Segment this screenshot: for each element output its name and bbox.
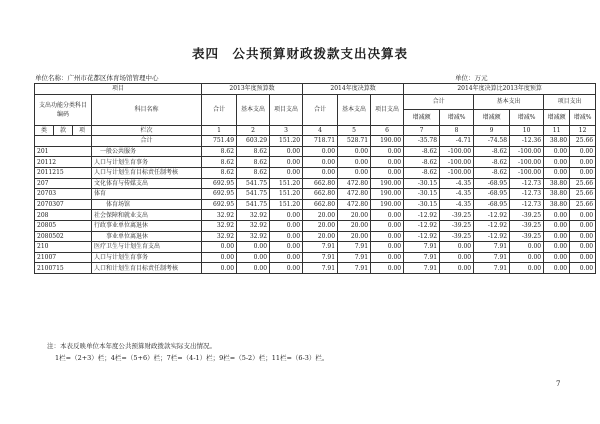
cell: 20.00	[338, 220, 371, 231]
header-final-2014: 2014年度决算数	[303, 84, 404, 95]
cell: 0.00	[544, 157, 570, 168]
row-code: 2011215	[35, 167, 92, 178]
cell: 32.92	[202, 220, 237, 231]
cell: 541.75	[237, 199, 270, 210]
cell: 8.62	[202, 167, 237, 178]
cell: -12.92	[474, 231, 510, 242]
cell: 7.91	[303, 242, 338, 253]
cell: 0.00	[440, 252, 474, 263]
header-kuan: 款	[54, 125, 73, 136]
table-row	[35, 210, 596, 221]
cell: 472.80	[338, 199, 371, 210]
cell: -68.95	[474, 199, 510, 210]
cell: -12.73	[510, 178, 544, 189]
header-total-2: 合计	[303, 94, 338, 125]
cell: 0.00	[570, 231, 596, 242]
cell: -100.00	[510, 146, 544, 157]
cell: 0.00	[570, 146, 596, 157]
header-item: 项目	[35, 84, 202, 95]
cell: 7.91	[338, 263, 371, 274]
cell: 0.00	[338, 146, 371, 157]
cell: 0.00	[544, 242, 570, 253]
cell: 38.80	[544, 189, 570, 200]
col-num: 9	[474, 125, 510, 136]
header-total-1: 合计	[202, 94, 237, 125]
row-name: 社会保障和就业支出	[92, 210, 202, 221]
cell: 190.00	[371, 189, 404, 200]
cell: 7.91	[303, 252, 338, 263]
cell: 0.00	[270, 167, 303, 178]
cell: 20.00	[303, 231, 338, 242]
cell: 751.49	[202, 136, 237, 147]
cell: -8.62	[404, 146, 440, 157]
header-lei: 类	[35, 125, 54, 136]
cell: -39.25	[440, 231, 474, 242]
row-code: 208	[35, 210, 92, 221]
cell: 151.20	[270, 178, 303, 189]
cell: 0.00	[270, 157, 303, 168]
cell: 0.00	[544, 252, 570, 263]
row-name: 人口和计划生育目标责任制考核	[92, 263, 202, 274]
table-row	[35, 220, 596, 231]
cell: 0.00	[303, 167, 338, 178]
cell: 7.91	[474, 263, 510, 274]
cell: 0.00	[544, 231, 570, 242]
table-row	[35, 199, 596, 210]
cell: -100.00	[440, 157, 474, 168]
header-project-2: 项目支出	[371, 94, 404, 125]
cell: 0.00	[270, 263, 303, 274]
cell: -4.35	[440, 199, 474, 210]
cell: 0.00	[544, 146, 570, 157]
row-code: 20112	[35, 157, 92, 168]
cell: 190.00	[371, 178, 404, 189]
cell: 0.00	[510, 252, 544, 263]
cell: 32.92	[237, 210, 270, 221]
cell: 20.00	[303, 220, 338, 231]
cell: -39.25	[510, 210, 544, 221]
header-xiang: 项	[73, 125, 92, 136]
col-num: 12	[570, 125, 596, 136]
cell: 0.00	[570, 220, 596, 231]
header-name-label: 科目名称	[92, 94, 202, 125]
row-name: 人口与计划生育事务	[92, 157, 202, 168]
cell: -12.73	[510, 189, 544, 200]
cell: 0.00	[570, 242, 596, 253]
row-code: 2070307	[35, 199, 92, 210]
cell: -8.62	[474, 167, 510, 178]
row-name: 体育场馆	[92, 199, 202, 210]
cell: 0.00	[202, 242, 237, 253]
cell: 8.62	[237, 167, 270, 178]
cell: 0.00	[202, 263, 237, 274]
cell: -100.00	[440, 167, 474, 178]
cell: -12.92	[404, 220, 440, 231]
header-pct-1: 增减%	[440, 110, 474, 126]
cell: 38.80	[544, 199, 570, 210]
cell: 25.66	[570, 199, 596, 210]
cell: 0.00	[270, 252, 303, 263]
table-row	[35, 146, 596, 157]
cell: -100.00	[440, 146, 474, 157]
cell: -39.25	[440, 220, 474, 231]
row-code: 21007	[35, 252, 92, 263]
row-code: 210	[35, 242, 92, 253]
row-name: 人口与计划生育事务	[92, 252, 202, 263]
table-row	[35, 189, 596, 200]
col-num: 4	[303, 125, 338, 136]
cell: 38.80	[544, 178, 570, 189]
cell: 151.20	[270, 199, 303, 210]
total-label: 合计	[92, 136, 202, 147]
cell: 0.00	[544, 263, 570, 274]
table-row	[35, 242, 596, 253]
cell: 20.00	[338, 231, 371, 242]
cell: -12.36	[510, 136, 544, 147]
header-code-label: 支出功能分类科目编码	[35, 94, 92, 125]
cell: 0.00	[570, 252, 596, 263]
cell: -8.62	[474, 157, 510, 168]
unit-name: 单位名称：广州市花都区体育场馆管理中心	[35, 74, 159, 82]
cell: 603.29	[237, 136, 270, 147]
table-row	[35, 157, 596, 168]
cell: -30.15	[404, 199, 440, 210]
cell: 151.20	[270, 189, 303, 200]
row-code: 201	[35, 146, 92, 157]
cell: 8.62	[202, 146, 237, 157]
cell: 0.00	[510, 242, 544, 253]
header-inc-1: 增减额	[404, 110, 440, 126]
cell: 32.92	[237, 220, 270, 231]
cell: 0.00	[338, 157, 371, 168]
cell: -30.15	[404, 178, 440, 189]
budget-table	[34, 83, 596, 274]
cell: -12.92	[404, 231, 440, 242]
header-project-1: 项目支出	[270, 94, 303, 125]
cell: 0.00	[570, 210, 596, 221]
header-compare: 2014年度决算比2013年度预算	[404, 84, 596, 95]
cell: 528.71	[338, 136, 371, 147]
cell: 0.00	[544, 210, 570, 221]
cell: -39.25	[440, 210, 474, 221]
cell: 32.92	[202, 231, 237, 242]
cell: 692.95	[202, 189, 237, 200]
header-basic-3: 基本支出	[474, 94, 544, 110]
cell: -68.95	[474, 178, 510, 189]
cell: -12.92	[474, 220, 510, 231]
cell: 541.75	[237, 189, 270, 200]
row-code: 20703	[35, 189, 92, 200]
cell: 7.91	[474, 252, 510, 263]
cell: 662.80	[303, 189, 338, 200]
cell: 7.91	[474, 242, 510, 253]
cell: -39.25	[510, 231, 544, 242]
row-name: 文化体育与传媒支出	[92, 178, 202, 189]
cell: 0.00	[371, 263, 404, 274]
cell: 718.71	[303, 136, 338, 147]
row-name: 人口与计划生育目标责任制考核	[92, 167, 202, 178]
cell: 0.00	[510, 263, 544, 274]
cell: 8.62	[237, 157, 270, 168]
cell: 7.91	[404, 263, 440, 274]
cell: 7.91	[303, 263, 338, 274]
cell: 20.00	[303, 210, 338, 221]
cell: 20.00	[338, 210, 371, 221]
row-name: 事业单位离退休	[92, 231, 202, 242]
cell: 0.00	[270, 231, 303, 242]
cell: -74.58	[474, 136, 510, 147]
cell: 0.00	[270, 242, 303, 253]
cell: 190.00	[371, 199, 404, 210]
cell: 0.00	[371, 252, 404, 263]
cell: 0.00	[237, 263, 270, 274]
table-row	[35, 178, 596, 189]
cell: 25.66	[570, 189, 596, 200]
cell: 0.00	[303, 146, 338, 157]
cell: 662.80	[303, 199, 338, 210]
cell: 472.80	[338, 189, 371, 200]
cell: 0.00	[371, 231, 404, 242]
cell: 0.00	[371, 146, 404, 157]
header-lanci: 栏次	[92, 125, 202, 136]
cell: 0.00	[440, 242, 474, 253]
cell: 0.00	[570, 167, 596, 178]
cell: -30.15	[404, 189, 440, 200]
col-num: 5	[338, 125, 371, 136]
cell: 692.95	[202, 178, 237, 189]
cell: 7.91	[404, 252, 440, 263]
cell: -4.35	[440, 189, 474, 200]
cell: 0.00	[570, 263, 596, 274]
col-num: 11	[544, 125, 570, 136]
header-inc-3: 增减额	[544, 110, 570, 126]
header-basic-1: 基本支出	[237, 94, 270, 125]
row-code: 20805	[35, 220, 92, 231]
cell: 0.00	[371, 210, 404, 221]
cell: 151.20	[270, 136, 303, 147]
header-pct-3: 增减%	[570, 110, 596, 126]
header-total-3: 合计	[404, 94, 474, 110]
cell: 541.75	[237, 178, 270, 189]
col-num: 1	[202, 125, 237, 136]
note-line-1: 注：本表反映单位本年度公共预算财政拨款实际支出情况。	[47, 342, 216, 350]
cell: 7.91	[404, 242, 440, 253]
col-num: 10	[510, 125, 544, 136]
cell: 32.92	[202, 210, 237, 221]
cell: 0.00	[544, 220, 570, 231]
cell: -35.78	[404, 136, 440, 147]
table-row	[35, 263, 596, 274]
row-name: 体育	[92, 189, 202, 200]
page-number: 7	[556, 380, 561, 388]
cell: 7.91	[338, 252, 371, 263]
col-num: 6	[371, 125, 404, 136]
cell: 8.62	[237, 146, 270, 157]
cell: -100.00	[510, 157, 544, 168]
cell: -12.73	[510, 199, 544, 210]
cell: 0.00	[237, 252, 270, 263]
cell: -100.00	[510, 167, 544, 178]
cell: 0.00	[440, 263, 474, 274]
header-project-3: 项目支出	[544, 94, 596, 110]
col-num: 7	[404, 125, 440, 136]
cell: 692.95	[202, 199, 237, 210]
cell: 472.80	[338, 178, 371, 189]
cell: 25.66	[570, 136, 596, 147]
cell: -12.92	[404, 210, 440, 221]
header-basic-2: 基本支出	[338, 94, 371, 125]
row-name: 行政事业单位离退休	[92, 220, 202, 231]
cell: -12.92	[474, 210, 510, 221]
cell: 0.00	[371, 220, 404, 231]
row-code: 207	[35, 178, 92, 189]
cell: 7.91	[338, 242, 371, 253]
cell: -68.95	[474, 189, 510, 200]
cell: 0.00	[303, 157, 338, 168]
note-line-2: 1栏=（2+3）栏；4栏=（5+6）栏；7栏=（4-1）栏；9栏=（5-2）栏；11栏=（6-3）栏。	[55, 354, 329, 362]
cell: -8.62	[404, 157, 440, 168]
cell: 38.80	[544, 136, 570, 147]
cell: 0.00	[338, 167, 371, 178]
cell: 32.92	[237, 231, 270, 242]
cell: 662.80	[303, 178, 338, 189]
cell: -4.71	[440, 136, 474, 147]
cell: -4.35	[440, 178, 474, 189]
col-num: 3	[270, 125, 303, 136]
cell: 25.66	[570, 178, 596, 189]
header-budget-2013: 2013年度预算数	[202, 84, 303, 95]
table-row	[35, 167, 596, 178]
cell: 0.00	[270, 220, 303, 231]
cell: 0.00	[544, 167, 570, 178]
cell: -8.62	[474, 146, 510, 157]
header-inc-2: 增减额	[474, 110, 510, 126]
cell: 0.00	[371, 242, 404, 253]
row-name: 医疗卫生与计划生育支出	[92, 242, 202, 253]
cell: 0.00	[371, 167, 404, 178]
header-pct-2: 增减%	[510, 110, 544, 126]
total-row	[35, 136, 596, 147]
col-num: 2	[237, 125, 270, 136]
row-name: 一般公共服务	[92, 146, 202, 157]
row-code: 2080502	[35, 231, 92, 242]
cell: 0.00	[202, 252, 237, 263]
cell: 0.00	[270, 210, 303, 221]
cell: 0.00	[270, 146, 303, 157]
unit-currency: 单位：万元	[455, 74, 488, 82]
cell: 8.62	[202, 157, 237, 168]
table-row	[35, 252, 596, 263]
col-num: 8	[440, 125, 474, 136]
cell: -8.62	[404, 167, 440, 178]
row-code: 2100715	[35, 263, 92, 274]
cell: 0.00	[371, 157, 404, 168]
cell: 0.00	[570, 157, 596, 168]
cell: -39.25	[510, 220, 544, 231]
table-row	[35, 231, 596, 242]
cell: 190.00	[371, 136, 404, 147]
cell: 0.00	[237, 242, 270, 253]
page-title: 表四 公共预算财政拨款支出决算表	[191, 46, 408, 61]
